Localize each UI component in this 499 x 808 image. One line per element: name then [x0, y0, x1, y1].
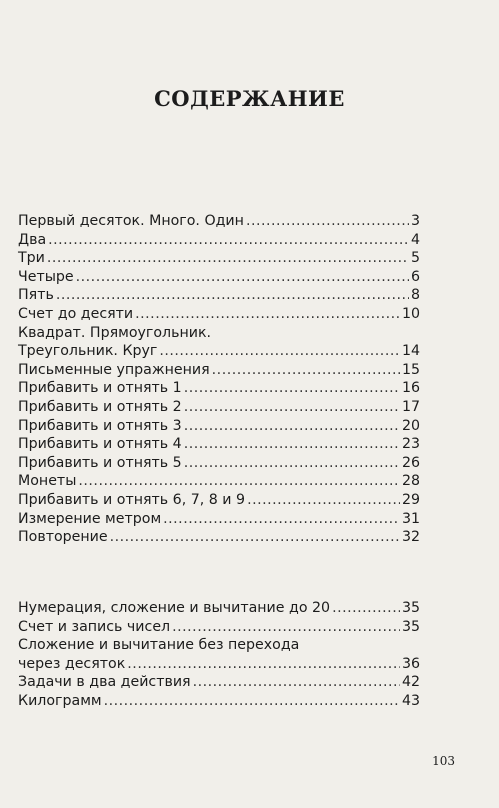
- toc-entry-page: 36: [401, 655, 420, 672]
- toc-entry-page: 6: [410, 268, 420, 285]
- toc-entry: [18, 491, 420, 510]
- toc-entry: [18, 417, 420, 436]
- toc-entry-page: 16: [401, 380, 420, 397]
- dot-leader: [159, 342, 400, 361]
- toc-entry-title: Прибавить и отнять 4: [18, 436, 182, 453]
- dot-leader: [104, 692, 400, 711]
- toc-entry-title-line: Квадрат. Прямоугольник.: [18, 324, 212, 341]
- dot-leader: [78, 472, 400, 491]
- toc-entry: [18, 454, 420, 473]
- toc-entry-title: Пять: [18, 287, 54, 304]
- toc-entry-page: 42: [401, 674, 420, 691]
- page-title: СОДЕРЖАНИЕ: [154, 86, 345, 111]
- toc-entry-title: Четыре: [18, 268, 74, 285]
- toc-entry: [18, 268, 420, 287]
- toc-entry-page: 10: [401, 305, 420, 322]
- toc-entry-title: Письменные упражнения: [18, 361, 210, 378]
- dot-leader: [212, 361, 400, 380]
- toc-entry: [18, 379, 420, 398]
- toc-entry: [18, 361, 420, 380]
- toc-entry: [18, 212, 420, 231]
- toc-entry-page: 14: [401, 343, 420, 360]
- dot-leader: [184, 454, 400, 473]
- toc-entry-title: Два: [18, 231, 47, 248]
- toc-entry-page: 28: [401, 473, 420, 490]
- toc-entry-page: 35: [401, 618, 420, 635]
- toc-entry: [18, 249, 420, 268]
- toc-entry-title: Треугольник. Круг: [18, 343, 158, 360]
- dot-leader: [127, 655, 400, 674]
- dot-leader: [163, 510, 400, 529]
- dot-leader: [76, 268, 409, 287]
- toc-entry-title: Задачи в два действия: [18, 674, 191, 691]
- toc-entry: [18, 398, 420, 417]
- toc-entry: [18, 528, 420, 547]
- table-of-contents-section-2: [18, 599, 420, 711]
- toc-entry-page: 17: [401, 398, 420, 415]
- toc-entry: [18, 472, 420, 491]
- dot-leader: [47, 249, 409, 268]
- dot-leader: [184, 398, 400, 417]
- dot-leader: [184, 379, 400, 398]
- toc-entry-page: 32: [401, 529, 420, 546]
- dot-leader: [48, 231, 409, 250]
- toc-entry-title: Килограмм: [18, 692, 102, 709]
- toc-entry-page: 8: [410, 287, 420, 304]
- toc-entry-title: Повторение: [18, 529, 108, 546]
- dot-leader: [247, 491, 400, 510]
- toc-entry-title: Нумерация, сложение и вычитание до 20: [18, 600, 331, 616]
- toc-entry-title: Первый десяток. Много. Один: [18, 213, 244, 229]
- toc-entry: [18, 673, 420, 692]
- toc-entry-page: 5: [410, 250, 420, 267]
- toc-entry: [18, 231, 420, 250]
- toc-entry-title: Счет и запись чисел: [18, 618, 171, 635]
- toc-entry-title: Монеты: [18, 473, 77, 490]
- page-number: 103: [432, 754, 455, 768]
- toc-entry: [18, 692, 420, 711]
- toc-entry: [18, 286, 420, 305]
- toc-entry-title: Измерение метром: [18, 510, 162, 527]
- toc-entry-title-line: Сложение и вычитание без перехода: [18, 637, 300, 654]
- toc-entry-title: Прибавить и отнять 2: [18, 398, 182, 415]
- dot-leader: [184, 417, 400, 436]
- toc-entry: [18, 510, 420, 529]
- dot-leader: [56, 286, 409, 305]
- toc-entry-title: Прибавить и отнять 1: [18, 380, 182, 397]
- toc-entry-page: 26: [401, 454, 420, 471]
- dot-leader: [332, 599, 400, 618]
- toc-entry-title: Прибавить и отнять 3: [18, 417, 182, 434]
- toc-entry: [18, 599, 420, 618]
- toc-entry-title: Три: [18, 250, 45, 267]
- dot-leader: [193, 673, 400, 692]
- toc-entry-page: 4: [410, 231, 420, 248]
- dot-leader: [135, 305, 400, 324]
- toc-entry-page: 15: [401, 361, 420, 378]
- dot-leader: [184, 435, 400, 454]
- toc-entry-page: 23: [401, 436, 420, 453]
- dot-leader: [172, 618, 400, 637]
- toc-entry-title: Прибавить и отнять 6, 7, 8 и 9: [18, 491, 246, 508]
- toc-entry-page: 35: [401, 600, 420, 616]
- toc-entry-page: 29: [401, 491, 420, 508]
- toc-entry-page: 31: [401, 510, 420, 527]
- toc-entry-title: Прибавить и отнять 5: [18, 454, 182, 471]
- dot-leader: [110, 528, 400, 547]
- toc-entry-page: 20: [401, 417, 420, 434]
- toc-entry-page: 43: [401, 692, 420, 709]
- toc-entry-title: Счет до десяти: [18, 305, 134, 322]
- table-of-contents-section-1: [18, 212, 420, 547]
- toc-entry: [18, 655, 420, 674]
- toc-entry: [18, 305, 420, 324]
- toc-entry: [18, 435, 420, 454]
- toc-entry: [18, 342, 420, 361]
- toc-entry: [18, 618, 420, 637]
- dot-leader: [246, 212, 409, 231]
- toc-entry-title: через десяток: [18, 655, 126, 672]
- toc-entry-page: 3: [410, 213, 420, 229]
